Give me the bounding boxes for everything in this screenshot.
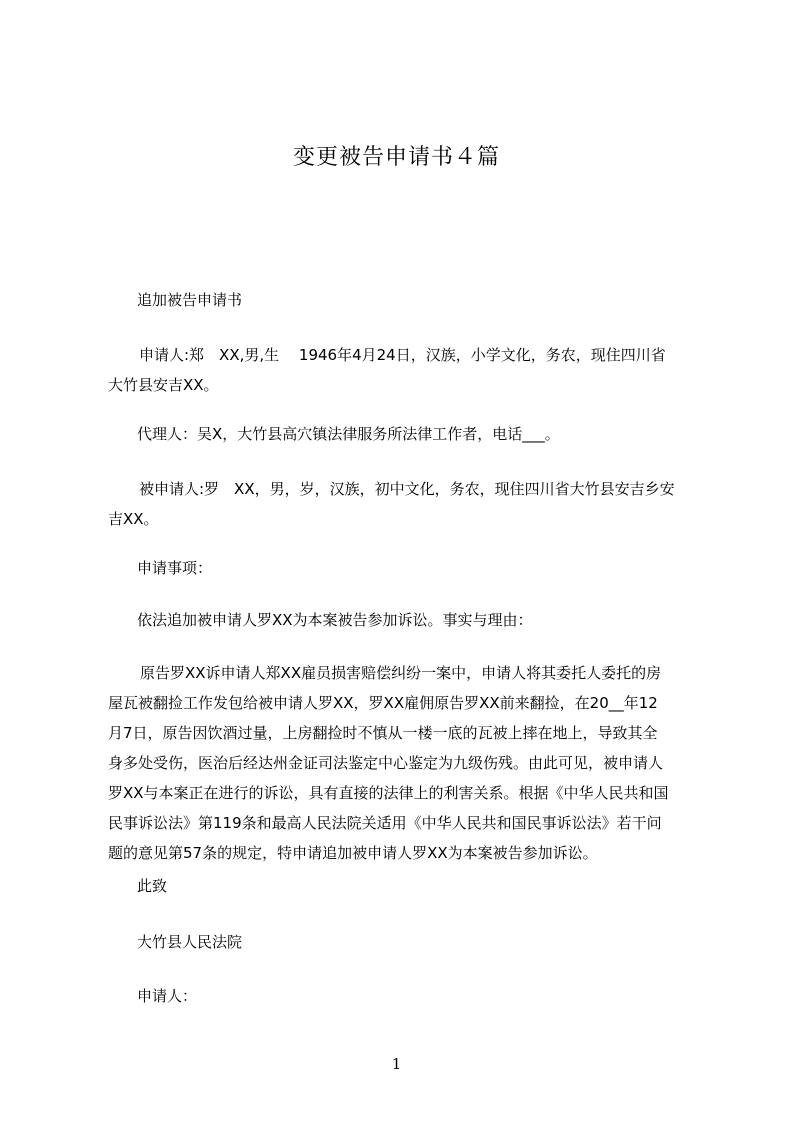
respondent-line-1: 被申请人:罗 XX，男，岁，汉族，初中文化，务农，现住四川省大竹县安吉乡安 bbox=[139, 480, 675, 498]
applicant-line-1: 申请人:郑 XX,男,生 1946年4月24日，汉族，小学文化，务农，现住四川省 bbox=[139, 346, 666, 364]
matters-label: 申请事项： bbox=[137, 559, 213, 577]
signature-label: 申请人： bbox=[137, 987, 198, 1005]
closing-text: 此致 bbox=[137, 877, 168, 895]
facts-line-3: 月7日，原告因饮酒过量，上房翻捡时不慎从一楼一底的瓦被上摔在地上，导致其全 bbox=[108, 724, 658, 742]
respondent-line-2: 吉XX。 bbox=[108, 510, 159, 528]
page-number: 1 bbox=[391, 1055, 402, 1073]
facts-line-6: 民事诉讼法》第119条和最高人民法院关适用《中华人民共和国民事诉讼法》若干问 bbox=[108, 814, 662, 832]
facts-line-4: 身多处受伤，医治后经达州金证司法鉴定中心鉴定为九级伤残。由此可见，被申请人 bbox=[108, 754, 664, 772]
applicant-paragraph bbox=[108, 340, 702, 400]
applicant-line-2: 大竹县安吉XX。 bbox=[108, 376, 219, 394]
section-heading: 追加被告申请书 bbox=[137, 291, 243, 309]
facts-line-7: 题的意见第57条的规定，特申请追加被申请人罗XX为本案被告参加诉讼。 bbox=[108, 844, 598, 862]
facts-line-1: 原告罗XX诉申请人郑XX雇员损害赔偿纠纷一案中，申请人将其委托人委托的房 bbox=[140, 664, 662, 682]
facts-line-2: 屋瓦被翻捡工作发包给被申请人罗XX，罗XX雇佣原告罗XX前来翻捡，在20__年12 bbox=[108, 694, 658, 712]
court-name: 大竹县人民法院 bbox=[137, 933, 243, 951]
matters-text: 依法追加被申请人罗XX为本案被告参加诉讼。事实与理由： bbox=[137, 611, 533, 629]
facts-line-5: 罗XX与本案正在进行的诉讼，具有直接的法律上的利害关系。根据《中华人民共和国 bbox=[108, 784, 669, 802]
agent-paragraph: 代理人：吴X，大竹县高穴镇法律服务所法律工作者，电话___。 bbox=[137, 425, 560, 443]
document-title: 变更被告申请书４篇 bbox=[292, 145, 500, 170]
facts-paragraph bbox=[108, 658, 702, 868]
respondent-paragraph bbox=[108, 474, 702, 534]
